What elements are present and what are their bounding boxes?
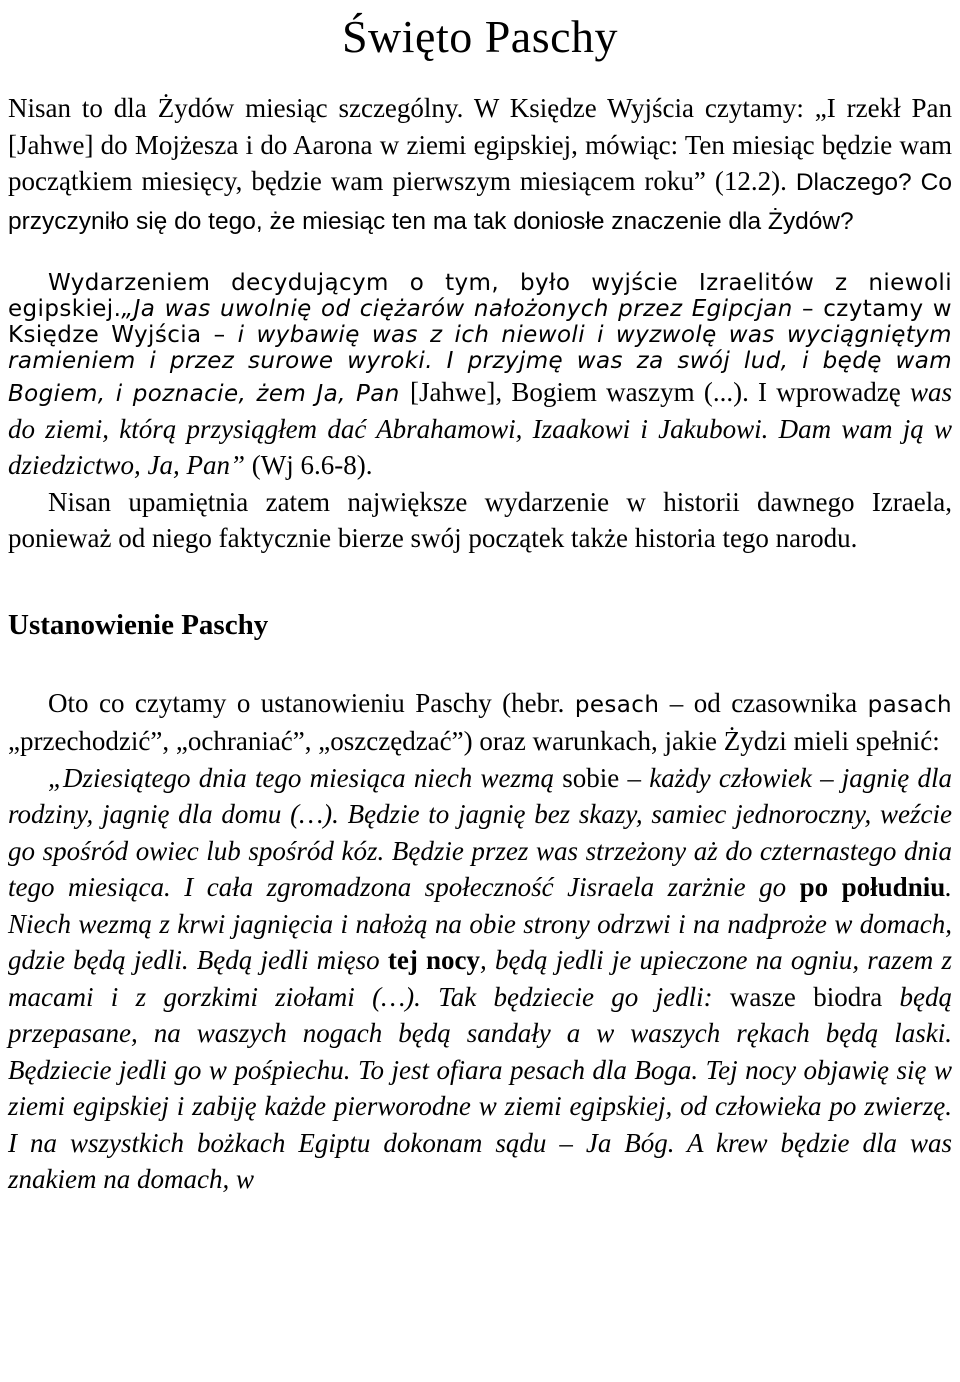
quote-bold-afternoon: po południu <box>799 872 946 902</box>
exodus-quote-1: „Ja was uwolnię od ciężarów nałożonych przez Egipcjan <box>121 296 793 322</box>
exodus-aside: – czytamy w Księdze Wyjścia – <box>8 296 952 348</box>
exodus-intro: Wydarzeniem decydującym o tym, było wyjście Izraelitów z niewoli egipskiej. <box>8 270 952 322</box>
quote-bold-night: tej nocy <box>387 945 481 975</box>
quote-part-h: wasze biodra <box>729 981 883 1012</box>
nisan-paragraph: Nisan upamiętnia zatem największe wydarzenie w historii dawnego Izraela, ponieważ od niego faktycznie bierze swój początek także historia tego narodu. <box>8 486 952 553</box>
term-pasach: pasach <box>867 691 952 718</box>
quote-part-c: – każdy człowiek – jagnię dla rodziny, jagnię dla domu (…). Będzie to jagnię bez skazy, samiec jednoroczny, weźcie go spośród owiec lub spośród kóz. Będzie przez was strzeżony aż do czternastego dnia tego miesiąca. I cała zgromadzona społeczność Jisraela zarżnie go <box>8 762 952 902</box>
quote-part-e: . Niech wezmą z krwi jagnięcia i nałożą na obie strony odrzwi i na nadproże w domach, gdzie będą jedli. Będą jedli mięso <box>8 872 952 975</box>
passover-intro-a: Oto co czytamy o ustanowieniu Paschy (hebr. <box>48 687 575 718</box>
document-page <box>8 0 952 1198</box>
passover-intro-c: – od czasownika <box>659 687 868 718</box>
exodus-quote-4: was do ziemi, którą przysiągłem dać Abrahamowi, Izaakowi i Jakubowi. Dam wam ją w dziedzictwo, Ja, Pan” <box>8 377 952 480</box>
passover-intro-paragraph <box>8 685 952 760</box>
page-title: Święto Paschy <box>341 11 619 62</box>
scripture-quote-paragraph <box>8 760 952 1198</box>
section-heading: Ustanowienie Paschy <box>8 608 269 641</box>
quote-part-g: , będą jedli je upieczone na ogniu, razem z macami i z gorzkimi ziołami (…). Tak będziecie go jedli: <box>8 945 952 1012</box>
exodus-citation: (Wj 6.6-8). <box>245 450 373 480</box>
passover-intro-e: „przechodzić”, „ochraniać”, „oszczędzać”) oraz warunkach, jakie Żydzi mieli spełnić: <box>8 726 940 756</box>
quote-part-a: „Dziesiątego dnia tego miesiąca niech wezmą <box>48 762 563 793</box>
exodus-paragraph <box>8 270 952 484</box>
quote-part-b: sobie <box>562 762 620 793</box>
quote-part-i: będą przepasane, na waszych nogach będą sandały a w waszych rękach będą laski. Będziecie jedli go w pośpiechu. To jest ofiara pesach dla Boga. Tej nocy objawię się w ziemi egipskiej i zabiję każde pierworodne w ziemi egipskiej, od człowieka po zwierzę. I na wszystkich bożkach Egiptu dokonam sądu – Ja Bóg. A krew będzie dla was znakiem na domach, w <box>8 981 952 1194</box>
intro-text-serif: Nisan to dla Żydów miesiąc szczególny. W Księdze Wyjścia czytamy: „I rzekł Pan [Jahwe] do Mojżesza i do Aarona w ziemi egipskiej, mówiąc: Ten miesiąc będzie wam początkiem miesięcy, będzie wam pierwszym miesiącem roku” (12.2). <box>8 93 952 196</box>
intro-text-sans: Dlaczego? Co przyczyniło się do tego, że miesiąc ten ma tak doniosłe znaczenie dla Żydów? <box>8 169 952 235</box>
exodus-quote-3: [Jahwe], Bogiem waszym (...). I wprowadzę <box>409 377 910 407</box>
term-pesach: pesach <box>574 691 660 718</box>
exodus-quote-2: i wybawię was z ich niewoli i wyzwolę was wyciągniętym ramieniem i przez surowe wyroki. I przyjmę was za swój lud, i będę wam Bogiem, i poznacie, żem Ja, Pan <box>8 322 952 407</box>
intro-paragraph <box>8 90 952 240</box>
